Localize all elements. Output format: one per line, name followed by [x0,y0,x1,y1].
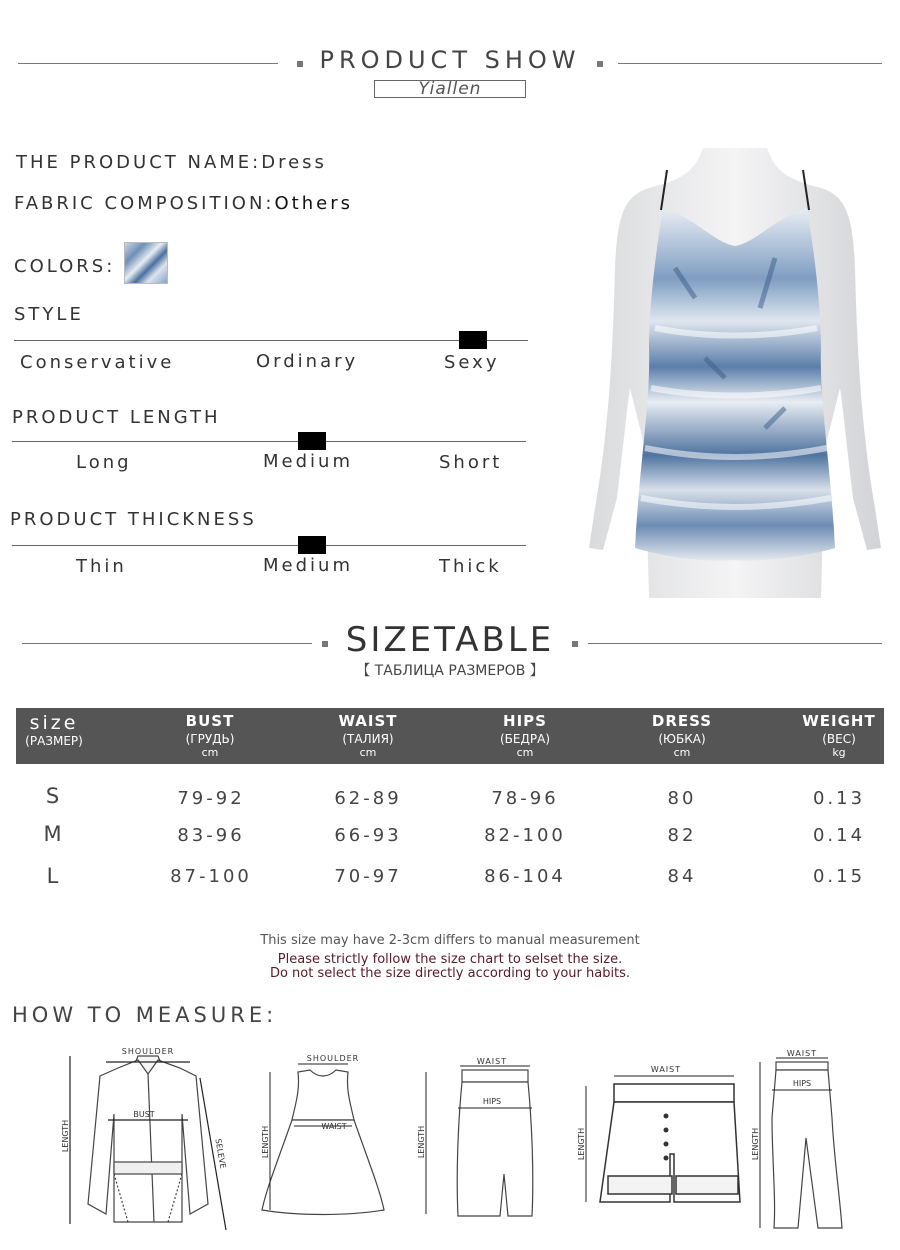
waist-cell: 62-89 [334,788,402,809]
header-hips-unit: cm [516,746,534,759]
sizetable-rule-right [588,643,882,644]
header-dress-ru: (ЮБКА) [658,732,706,746]
header-waist [298,708,438,759]
length-option-long: Long [76,452,132,473]
brand-label: Yiallen [374,80,526,98]
thickness-title: PRODUCT THICKNESS [10,509,257,530]
page-title: PRODUCT SHOW [319,46,581,74]
thickness-option-thin: Thin [76,556,127,577]
jacket-shoulder-label: SHOULDER [121,1047,175,1056]
header-bust [140,708,280,759]
style-option-sexy: Sexy [444,352,500,373]
shorts-length-label: LENGTH [577,1127,586,1161]
header-waist-label: WAIST [338,712,398,730]
sizetable-subtitle: 【 ТАБЛИЦА РАЗМЕРОВ 】 [356,663,544,679]
sizetable-title: SIZETABLE [345,620,555,660]
header-rule-right [618,63,882,64]
header-bust-unit: cm [201,746,219,759]
style-option-ordinary: Ordinary [256,351,359,372]
weight-cell: 0.15 [812,866,866,887]
header-dress-unit: cm [673,746,691,759]
header-weight [769,708,900,759]
header-dot-right [597,61,603,67]
how-to-measure-title: HOW TO MEASURE: [12,1003,278,1027]
color-swatch[interactable] [124,242,168,284]
pants-length-label: LENGTH [751,1127,760,1161]
pants-waist-label: WAIST [786,1049,818,1058]
size-table-header [16,708,884,764]
thickness-option-thick: Thick [439,556,502,577]
header-dress-label: DRESS [651,712,713,730]
fabric-label: FABRIC COMPOSITION: [14,193,275,214]
dress-waist-label: WAIST [321,1122,347,1131]
size-cell: M [43,822,65,846]
colors-label: COLORS: [14,256,116,277]
thickness-scale [12,545,526,546]
pants-diagram [750,1048,850,1233]
size-cell: L [46,864,62,888]
style-marker [459,331,487,349]
dress-cell: 82 [667,825,697,846]
bust-cell: 83-96 [177,825,245,846]
dress-cell: 80 [667,788,697,809]
jacket-sleeve-label: SELEVE [213,1137,228,1170]
weight-cell: 0.14 [812,825,866,846]
skirt-diagram [410,1054,550,1229]
bust-cell: 79-92 [177,788,245,809]
header-weight-ru: (ВЕС) [822,732,856,746]
shorts-waist-label: WAIST [650,1065,682,1074]
product-name-label: THE PRODUCT NAME: [16,152,262,173]
hips-cell: 78-96 [491,788,559,809]
header-hips-label: HIPS [503,712,547,730]
product-name [16,152,327,173]
style-title: STYLE [14,304,84,325]
header-weight-unit: kg [832,746,846,759]
header-size [0,708,124,748]
skirt-waist-label: WAIST [476,1057,508,1066]
skirt-length-label: LENGTH [417,1125,426,1159]
length-option-short: Short [439,452,503,473]
shorts-diagram [570,1058,750,1218]
header-waist-ru: (ТАЛИЯ) [342,732,394,746]
weight-cell: 0.13 [812,788,866,809]
size-cell: S [45,784,63,808]
length-marker [298,432,326,450]
product-name-value: Dress [261,152,327,173]
header-hips-ru: (БЕДРА) [500,732,550,746]
header-bust-ru: (ГРУДЬ) [185,732,235,746]
fabric-value: Others [274,193,353,214]
style-scale [14,340,528,341]
hips-cell: 82-100 [484,825,566,846]
jacket-bust-label: BUST [133,1110,155,1119]
length-title: PRODUCT LENGTH [12,407,221,428]
measurement-note: This size may have 2-3cm differs to manual measurement [260,933,640,948]
length-scale [12,441,526,442]
pants-hips-label: HIPS [792,1079,812,1088]
header-size-main: size [29,712,79,734]
waist-cell: 66-93 [334,825,402,846]
header-weight-label: WEIGHT [802,712,876,730]
header-waist-unit: cm [359,746,377,759]
dress-diagram [258,1050,388,1235]
header-dress [612,708,752,759]
dress-shoulder-label: SHOULDER [306,1054,360,1063]
skirt-hips-label: HIPS [482,1097,502,1106]
waist-cell: 70-97 [334,866,402,887]
sizetable-dot-right [572,641,578,647]
dress-cell: 84 [667,866,697,887]
hips-cell: 86-104 [484,866,566,887]
header-size-ru: (РАЗМЕР) [25,734,83,748]
product-photo[interactable] [585,148,885,598]
style-option-conservative: Conservative [20,352,175,373]
dress-length-label: LENGTH [261,1125,270,1159]
header-bust-label: BUST [185,712,235,730]
length-option-medium: Medium [263,451,353,472]
size-warning-2: Do not select the size directly according to your habits. [269,966,631,981]
size-warning-1: Please strictly follow the size chart to selset the size. [277,952,623,967]
thickness-option-medium: Medium [263,555,353,576]
bust-cell: 87-100 [170,866,252,887]
jacket-length-label: LENGTH [61,1119,70,1153]
header-hips [455,708,595,759]
thickness-marker [298,536,326,554]
fabric-composition [14,193,353,214]
jacket-diagram [58,1044,238,1234]
